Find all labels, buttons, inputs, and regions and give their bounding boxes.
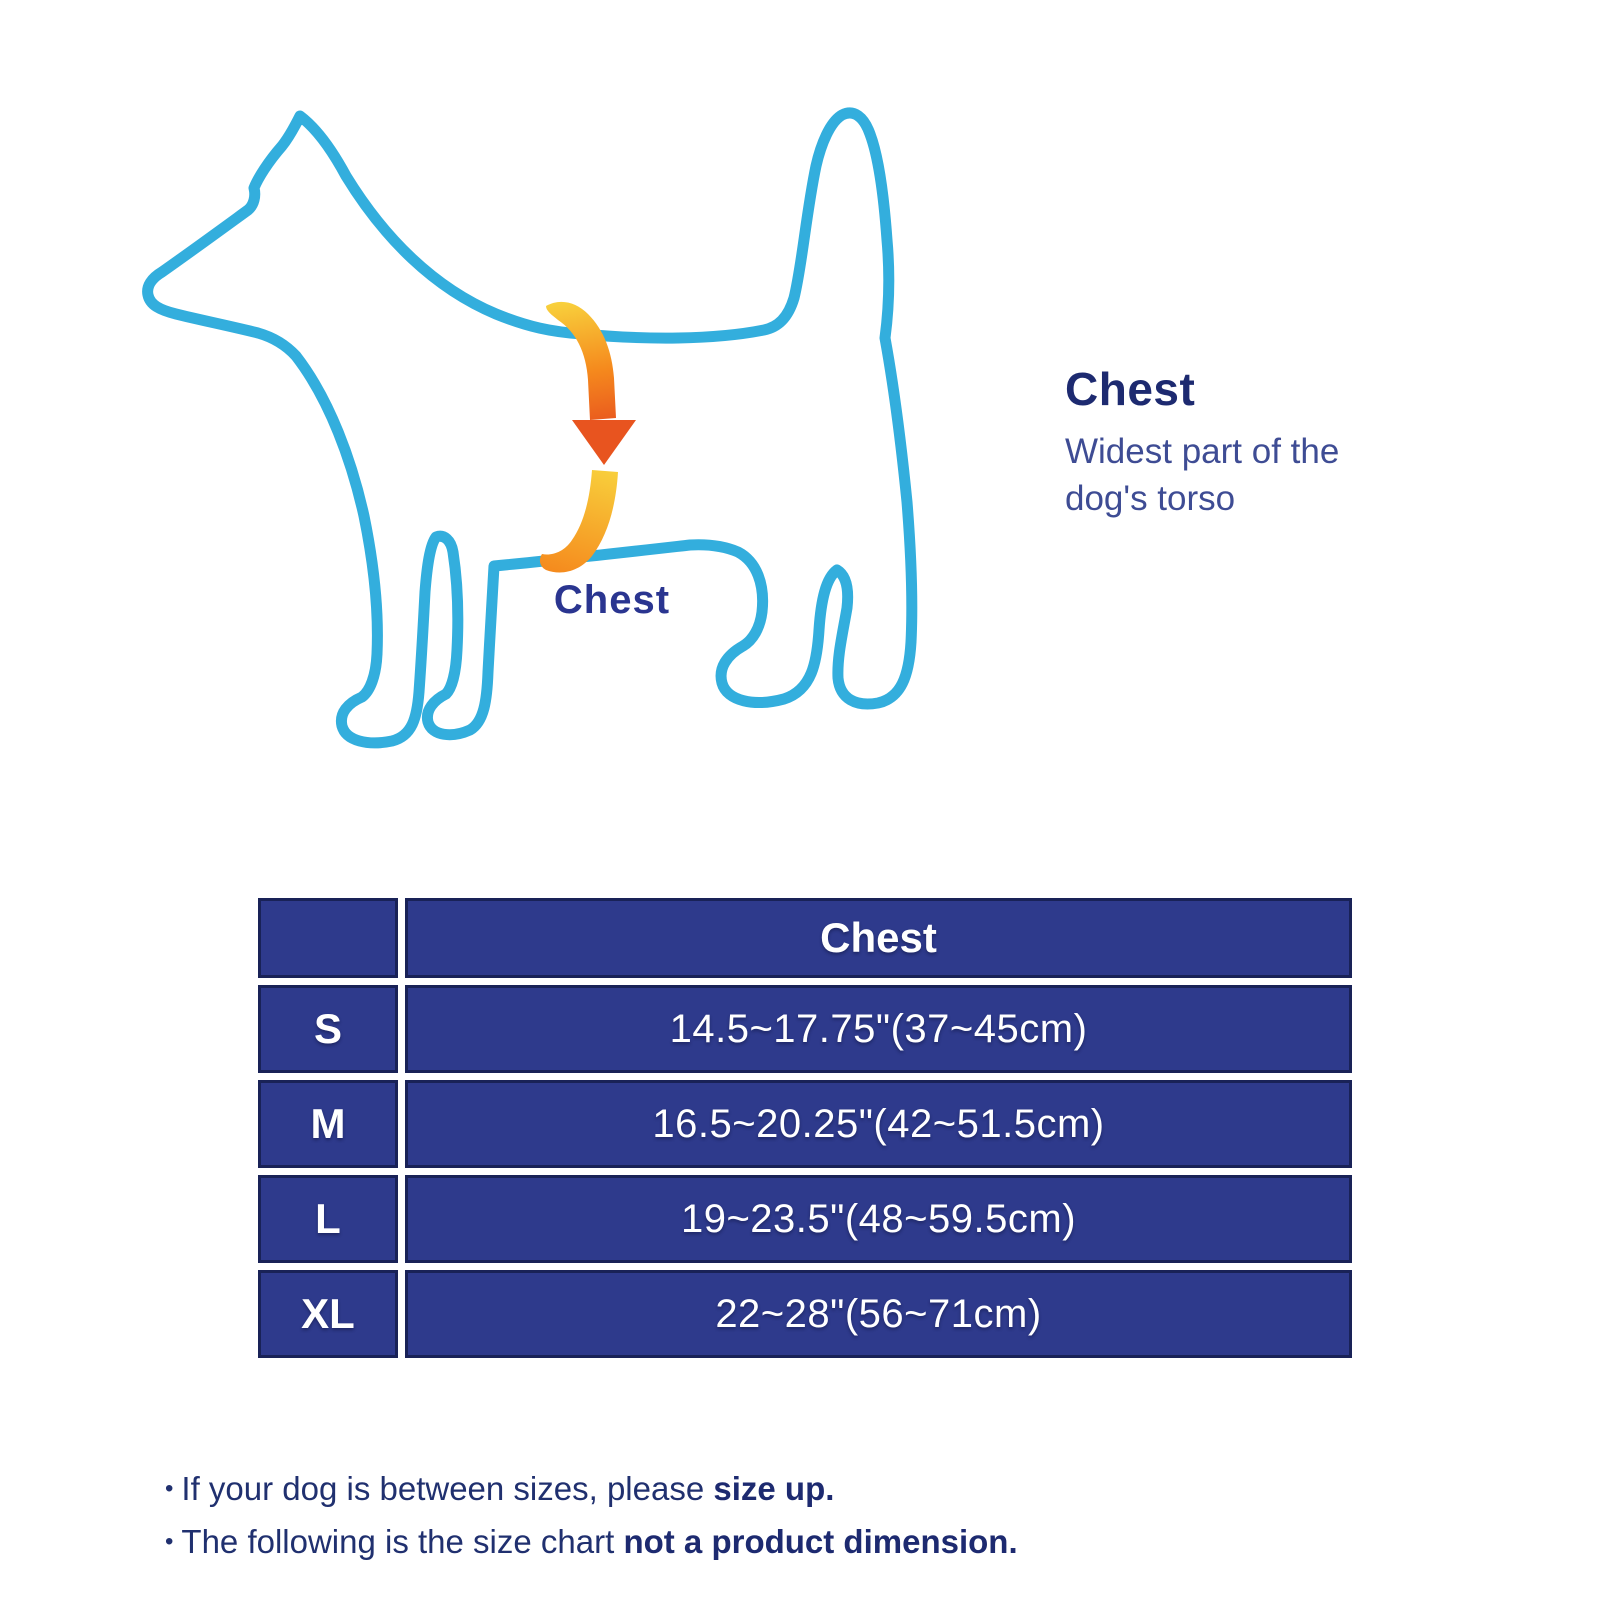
chest-callout bbox=[1065, 362, 1425, 522]
chest-value-l: 19~23.5"(48~59.5cm) bbox=[405, 1175, 1352, 1263]
callout-description: Widest part of the dog's torso bbox=[1065, 432, 1340, 518]
dog-outline-path bbox=[148, 113, 912, 743]
chest-value-s: 14.5~17.75"(37~45cm) bbox=[405, 985, 1352, 1073]
note-text-regular: If your dog is between sizes, please bbox=[181, 1470, 714, 1507]
dog-outline-figure bbox=[140, 95, 950, 785]
note-text-suffix: . bbox=[825, 1470, 835, 1507]
size-cell-s: S bbox=[258, 985, 398, 1073]
chest-value-xl: 22~28"(56~71cm) bbox=[405, 1270, 1352, 1358]
chest-measure-label: Chest bbox=[553, 578, 671, 622]
callout-title: Chest bbox=[1065, 363, 1196, 415]
size-cell-l: L bbox=[258, 1175, 398, 1263]
note-text-regular: The following is the size chart bbox=[181, 1523, 624, 1560]
footnotes bbox=[165, 1470, 1018, 1561]
note-text-bold: size up bbox=[713, 1470, 826, 1507]
note-text bbox=[181, 1523, 1017, 1561]
bullet-icon: • bbox=[165, 1528, 174, 1555]
note-text-suffix: . bbox=[1008, 1523, 1018, 1560]
size-cell-xl: XL bbox=[258, 1270, 398, 1358]
note-line-size-up bbox=[165, 1470, 1018, 1508]
header-cell-blank bbox=[258, 898, 398, 978]
note-line-dimension bbox=[165, 1523, 1018, 1561]
bullet-icon: • bbox=[165, 1475, 174, 1502]
size-table bbox=[258, 898, 1352, 1358]
chest-value-m: 16.5~20.25"(42~51.5cm) bbox=[405, 1080, 1352, 1168]
note-text bbox=[181, 1470, 834, 1508]
note-text-bold: not a product dimension bbox=[623, 1523, 1009, 1560]
size-cell-m: M bbox=[258, 1080, 398, 1168]
header-cell-chest: Chest bbox=[405, 898, 1352, 978]
